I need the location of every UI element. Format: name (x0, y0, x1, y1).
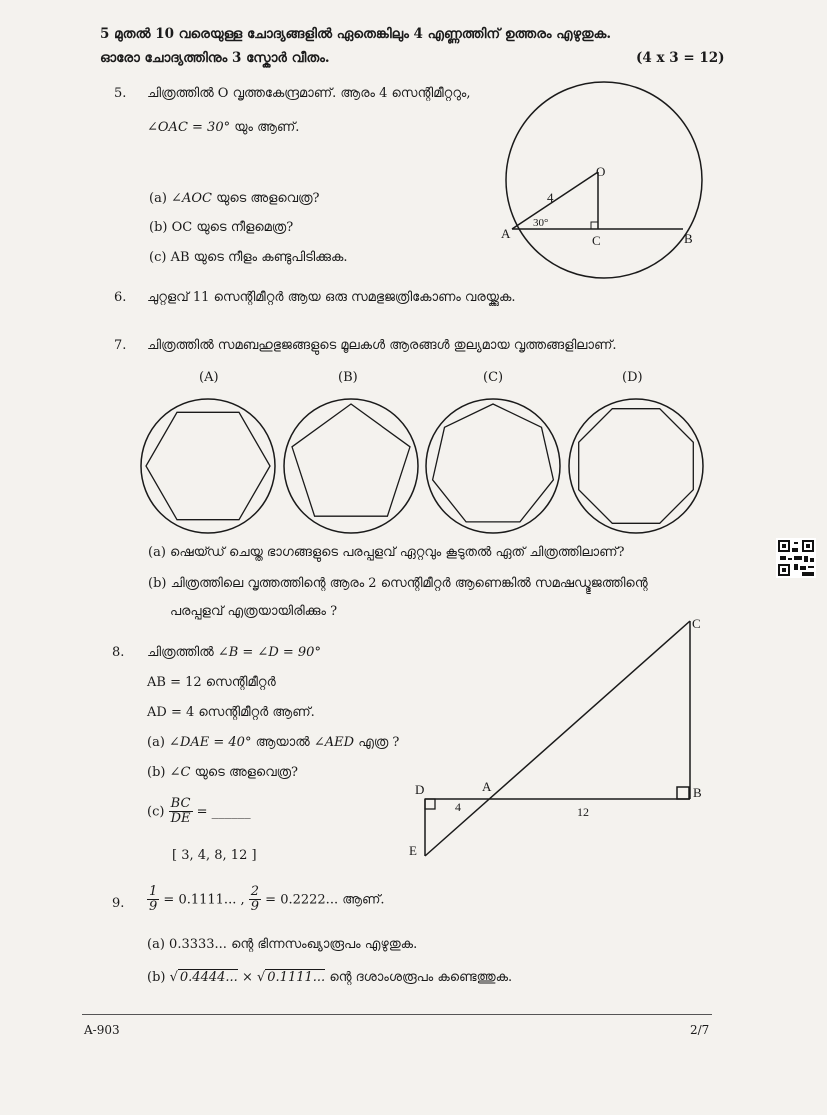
q5-label-c: C (592, 233, 601, 248)
q8-line1-math: ∠B = ∠D = 90° (217, 645, 321, 660)
q8-part-a (147, 735, 399, 750)
q8-c-equals-blank: = ______ (196, 804, 251, 820)
q5-line1: ചിത്രത്തിൽ O വൃത്തകേന്ദ്രമാണ്. ആരം 4 സെന്റിമീറ്ററും, (147, 86, 471, 101)
q8-b-label: (b) (147, 765, 166, 780)
q9-f2-num: 2 (250, 884, 260, 899)
q5-label-radius: 4 (547, 190, 554, 205)
q7-number: 7. (114, 338, 127, 353)
q8-line1-text: ചിത്രത്തിൽ (147, 645, 214, 660)
q7-circle (569, 399, 703, 533)
q8-b-text: യുടെ അളവെത്ര? (194, 765, 299, 780)
q7-circle (284, 399, 418, 533)
q5-c-text: AB യുടെ നീളം കണ്ടുപിടിക്കുക. (170, 250, 348, 265)
q5-circle-figure (495, 80, 735, 290)
q7-text: ചിത്രത്തിൽ സമബഹുഭുജങ്ങളുടെ മൂലകൾ ആരങ്ങൾ തുല്യമായ വൃത്തങ്ങളിലാണ്. (147, 338, 617, 353)
q7-polygon-7-sides (433, 404, 554, 522)
q9-f1-num: 1 (149, 884, 158, 899)
q9-f2-value: = 0.2222... (265, 892, 339, 908)
q8-label-a: A (482, 779, 492, 794)
q7-a-label: (a) (148, 545, 166, 560)
q8-right-angle-b (677, 787, 689, 799)
q5-a-math: ∠AOC (171, 191, 212, 206)
q8-label-d: D (415, 782, 425, 797)
q8-line1 (147, 645, 321, 660)
q9-f1-den: 9 (149, 899, 158, 915)
q7-a-text: ഷെയ്ഡ് ചെയ്ത ഭാഗങ്ങളുടെ പരപ്പളവ് ഏറ്റവും കൂടുതൽ ഏത് ചിത്രത്തിലാണ്? (170, 545, 625, 560)
q9-line1 (147, 885, 385, 915)
q8-c-denominator: DE (170, 811, 191, 827)
q8-label-ab: 12 (577, 805, 589, 819)
q7-circle (426, 399, 560, 533)
q5-part-b (149, 220, 293, 235)
q9-sqrt-2: √ 0.1111... (256, 970, 326, 985)
q5-number: 5. (114, 86, 127, 101)
q8-right-angle-d (425, 799, 435, 809)
q5-line2 (147, 120, 299, 135)
q7-figure-a (141, 399, 275, 533)
q7-part-a (148, 545, 625, 560)
q5-radius-oa (512, 172, 598, 229)
footer-code: A-903 (84, 1023, 120, 1037)
q8-line2: AB = 12 സെന്റിമീറ്റർ (147, 675, 276, 690)
q8-a-text2: എത്ര ? (358, 735, 400, 750)
q9-tail: ആണ്. (342, 892, 385, 908)
q7-fig-d-label: (D) (622, 370, 643, 385)
q5-label-angle: 30° (533, 217, 549, 229)
q7-figure-d (569, 399, 703, 533)
q7-polygon-figures (138, 390, 708, 540)
q5-a-text: യുടെ അളവെത്ര? (216, 191, 320, 206)
q7-fig-c-label: (C) (483, 370, 504, 385)
q5-part-a (149, 191, 320, 206)
q9-f2-den: 9 (250, 899, 260, 915)
q5-c-label: (c) (149, 250, 167, 265)
q5-label-a: A (501, 226, 511, 241)
q8-a-label: (a) (147, 735, 165, 750)
q9-fraction-2 (249, 885, 261, 915)
q8-part-c (147, 797, 251, 827)
q7-polygon-8-sides (579, 409, 694, 524)
q5-a-label: (a) (149, 191, 167, 206)
q7-figure-b (284, 399, 418, 533)
q8-c-numerator: BC (169, 797, 193, 812)
q7-b-label: (b) (148, 576, 167, 591)
q9-sqrt-1: √ 0.4444... (169, 970, 238, 985)
q5-b-text: OC യുടെ നീളമെത്ര? (171, 220, 294, 235)
q8-c-fraction (169, 797, 193, 827)
q8-a-math2: ∠AED (313, 735, 355, 750)
q6-number: 6. (114, 290, 127, 305)
q8-segment-ce (425, 621, 690, 856)
q5-line2-text: യും ആണ്. (234, 120, 300, 135)
instruction-line-2: ഓരോ ചോദ്യത്തിനും 3 സ്കോർ വീതം. (100, 50, 330, 66)
q9-b-label: (b) (147, 970, 166, 985)
q7-part-b (148, 576, 648, 591)
q9-b-radicand-1: 0.4444... (179, 970, 238, 985)
q8-options: [ 3, 4, 8, 12 ] (172, 848, 257, 863)
q8-line3: AD = 4 സെന്റിമീറ്റർ ആണ്. (147, 705, 315, 720)
q9-fraction-1 (147, 885, 159, 915)
q8-label-c: C (692, 616, 701, 631)
q7-b-text: ചിത്രത്തിലെ വൃത്തത്തിന്റെ ആരം 2 സെന്റിമീറ്റർ ആണെങ്കിൽ സമഷഡ്ഭുജത്തിന്റെ (170, 576, 648, 591)
q9-b-text: ന്റെ ദശാംശരൂപം കണ്ടെത്തുക. (329, 970, 513, 985)
q8-label-e: E (409, 843, 417, 858)
q9-b-radicand-2: 0.1111... (267, 970, 326, 985)
q8-number: 8. (112, 645, 125, 660)
q8-a-math: ∠DAE = 40° (169, 735, 252, 750)
q7-fig-b-label: (B) (338, 370, 358, 385)
marks-summary: (4 x 3 = 12) (636, 50, 725, 66)
q8-part-b (147, 765, 298, 780)
q6-text: ചുറ്റളവ് 11 സെന്റിമീറ്റർ ആയ ഒരു സമഭുജത്രികോണം വരയ്ക്കുക. (147, 290, 516, 305)
q7-fig-a-label: (A) (199, 370, 219, 385)
q9-number: 9. (112, 896, 125, 911)
q8-label-b: B (693, 785, 702, 800)
q5-label-b: B (684, 231, 693, 246)
q7-circle (141, 399, 275, 533)
q5-right-angle-mark (591, 222, 598, 229)
q7-polygon-6-sides (146, 412, 270, 519)
q7-b-text-2: പരപ്പളവ് എത്രയായിരിക്കും ? (170, 604, 338, 619)
footer-page: 2/7 (690, 1023, 710, 1037)
q8-b-math: ∠C (169, 765, 191, 780)
q5-part-c (149, 250, 348, 265)
q9-f1-value: = 0.1111... , (163, 892, 245, 908)
q7-figure-c (426, 399, 560, 533)
q9-part-a (147, 937, 417, 952)
q8-triangle-figure (405, 610, 725, 860)
q5-label-o: O (596, 164, 606, 179)
q9-part-b (147, 970, 512, 985)
instruction-line-1: 5 മുതൽ 10 വരെയുള്ള ചോദ്യങ്ങളിൽ ഏതെങ്കിലും 4 എണ്ണത്തിന് ഉത്തരം എഴുതുക. (100, 26, 612, 42)
q5-angle-oac: ∠OAC = 30° (147, 120, 231, 135)
q5-b-label: (b) (149, 220, 168, 235)
q9-a-label: (a) (147, 937, 165, 952)
q9-a-text: 0.3333... ന്റെ ഭിന്നസംഖ്യാരൂപം എഴുതുക. (169, 937, 418, 952)
q8-a-text: ആയാൽ (255, 735, 310, 750)
q9-b-times: × (241, 970, 253, 985)
q8-label-ad: 4 (455, 800, 461, 814)
q5-circle (506, 82, 702, 278)
q7-polygon-5-sides (292, 404, 410, 516)
q8-c-label: (c) (147, 804, 165, 820)
qr-code-icon (776, 538, 816, 578)
footer-rule (82, 1014, 712, 1015)
